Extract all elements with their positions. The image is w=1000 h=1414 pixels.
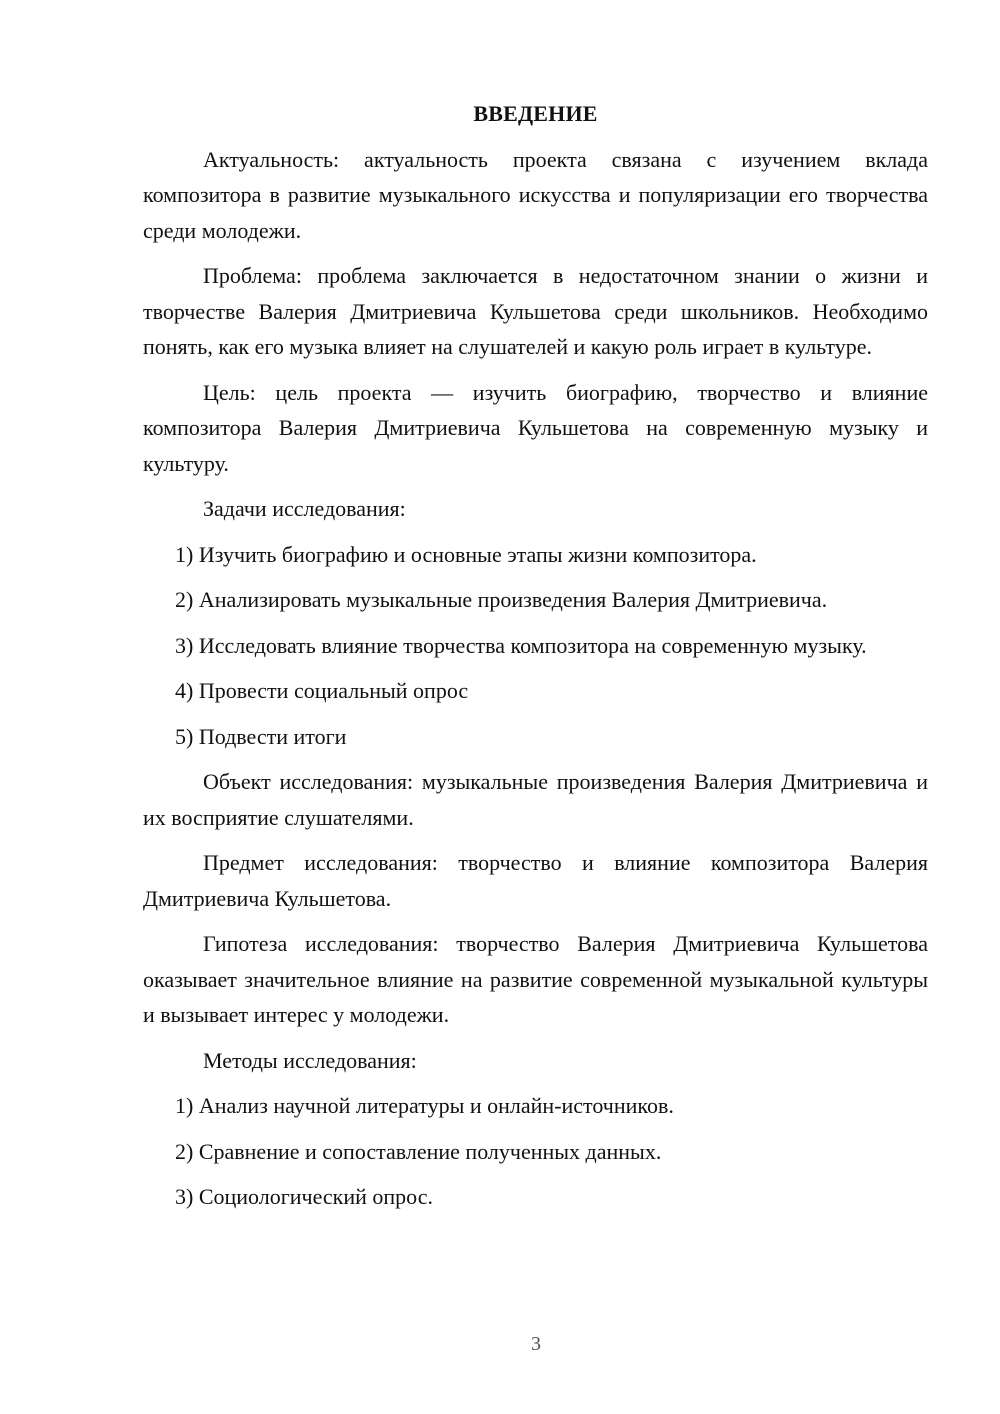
task-item-4: 4) Провести социальный опрос [175, 678, 469, 703]
method-item-3: 3) Социологический опрос. [175, 1184, 433, 1209]
problem-paragraph: Проблема: проблема заключается в недостаточном знании о жизни и творчестве Валерия Дмитриевича Кульшетова среди школьников. Необходимо понять, как его музыка влияет на слушателей и какую роль играет в культуре. [143, 263, 928, 359]
object-paragraph: Объект исследования: музыкальные произведения Валерия Дмитриевича и их восприятие слушателями. [143, 769, 928, 830]
page-number: 3 [531, 1333, 541, 1355]
page-content [143, 96, 928, 1225]
task-item-1: 1) Изучить биографию и основные этапы жизни композитора. [175, 541, 757, 567]
hypothesis-paragraph: Гипотеза исследования: творчество Валерия Дмитриевича Кульшетова оказывает значительное влияние на развитие современной музыкальной культуры и вызывает интерес у молодежи. [143, 931, 928, 1027]
task-item-3: 3) Исследовать влияние творчества композитора на современную музыку. [175, 632, 867, 658]
relevance-paragraph: Актуальность: актуальность проекта связана с изучением вклада композитора в развитие музыкального искусства и популяризации его творчества среди молодежи. [143, 146, 928, 243]
task-item-2: 2) Анализировать музыкальные произведения Валерия Дмитриевича. [175, 587, 828, 612]
methods-heading: Методы исследования: [203, 1047, 417, 1073]
subject-paragraph: Предмет исследования: творчество и влияние композитора Валерия Дмитриевича Кульшетова. [143, 850, 928, 911]
tasks-heading: Задачи исследования: [203, 496, 406, 521]
method-item-2: 2) Сравнение и сопоставление полученных данных. [175, 1138, 662, 1164]
method-item-1: 1) Анализ научной литературы и онлайн-источников. [175, 1093, 674, 1118]
section-title: ВВЕДЕНИЕ [473, 101, 598, 126]
task-item-5: 5) Подвести итоги [175, 723, 347, 749]
goal-paragraph: Цель: цель проекта — изучить биографию, творчество и влияние композитора Валерия Дмитриевича Кульшетова на современную музыку и культуру. [143, 379, 928, 476]
